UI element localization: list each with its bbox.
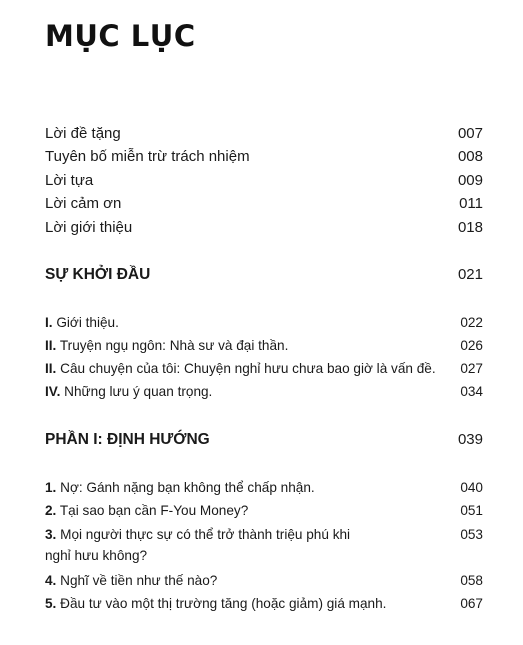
toc-entry-label bbox=[45, 570, 217, 592]
toc-entry-page: 007 bbox=[457, 125, 483, 142]
toc-entry-text: Những lưu ý quan trọng. bbox=[60, 384, 213, 399]
toc-entry-number: 4. bbox=[45, 573, 57, 588]
toc-entry-number: II. bbox=[45, 361, 57, 376]
toc-section-label: PHẦN I: ĐỊNH HƯỚNG bbox=[45, 431, 210, 448]
toc-entry-label: Tuyên bố miễn trừ trách nhiệm bbox=[45, 148, 250, 165]
toc-entry-label bbox=[45, 358, 436, 380]
toc-entry-text: Câu chuyện của tôi: Chuyện nghỉ hưu chưa bao giờ là vấn đề. bbox=[56, 361, 436, 376]
toc-entry-label bbox=[45, 312, 119, 334]
toc-entry-number: 5. bbox=[45, 596, 57, 611]
toc-section-page: 021 bbox=[457, 266, 483, 283]
toc-entry-page: 008 bbox=[457, 148, 483, 165]
toc-entry-page: 027 bbox=[460, 361, 483, 376]
toc-entry-text: Truyện ngụ ngôn: Nhà sư và đại thần. bbox=[56, 338, 289, 353]
toc-entry-page: 051 bbox=[460, 503, 483, 518]
toc-entry-number: 3. bbox=[45, 527, 57, 542]
toc-entry-label: Lời giới thiệu bbox=[45, 219, 133, 236]
toc-entry-label bbox=[45, 500, 248, 522]
toc-entry-text: Nghĩ về tiền như thế nào? bbox=[56, 573, 218, 588]
toc-entry-text: Nợ: Gánh nặng bạn không thể chấp nhận. bbox=[56, 480, 315, 495]
toc-entry-page: 067 bbox=[460, 596, 483, 611]
toc-entry-label: Lời đề tặng bbox=[45, 125, 121, 142]
toc-entry-text: Mọi người thực sự có thể trở thành triệu phú khi nghỉ hưu không? bbox=[45, 527, 351, 563]
toc-entry-number: IV. bbox=[45, 384, 61, 399]
toc-entry-page: 034 bbox=[460, 384, 483, 399]
toc-entry-page: 058 bbox=[460, 573, 483, 588]
toc-entry-number: II. bbox=[45, 338, 57, 353]
toc-entry-label bbox=[45, 593, 386, 615]
toc-entry-label bbox=[45, 524, 375, 566]
toc-section-page: 039 bbox=[457, 431, 483, 448]
toc-entry-page: 053 bbox=[460, 527, 483, 542]
toc-entry-label: Lời tựa bbox=[45, 172, 94, 189]
toc-entry-label bbox=[45, 381, 212, 403]
toc-entry-text: Giới thiệu. bbox=[52, 315, 119, 330]
toc-entry-page: 011 bbox=[459, 195, 483, 212]
toc-entry-label: Lời cảm ơn bbox=[45, 195, 122, 212]
toc-entry-page: 040 bbox=[460, 480, 483, 495]
toc-entry-number: 1. bbox=[45, 480, 57, 495]
toc-entry-label bbox=[45, 477, 315, 499]
table-of-contents bbox=[45, 0, 483, 645]
page-title: MỤC LỤC bbox=[45, 19, 196, 53]
toc-entry-text: Đầu tư vào một thị trường tăng (hoặc giảm) giá mạnh. bbox=[56, 596, 387, 611]
toc-entry-page: 009 bbox=[457, 172, 483, 189]
toc-entry-text: Tại sao bạn cần F-You Money? bbox=[56, 503, 249, 518]
toc-section-label: SỰ KHỞI ĐẦU bbox=[45, 266, 151, 283]
toc-entry-page: 018 bbox=[457, 219, 483, 236]
toc-entry-page: 022 bbox=[460, 315, 483, 330]
toc-entry-label bbox=[45, 335, 288, 357]
toc-entry-number: 2. bbox=[45, 503, 57, 518]
toc-entry-number: I. bbox=[45, 315, 53, 330]
toc-entry-page: 026 bbox=[460, 338, 483, 353]
